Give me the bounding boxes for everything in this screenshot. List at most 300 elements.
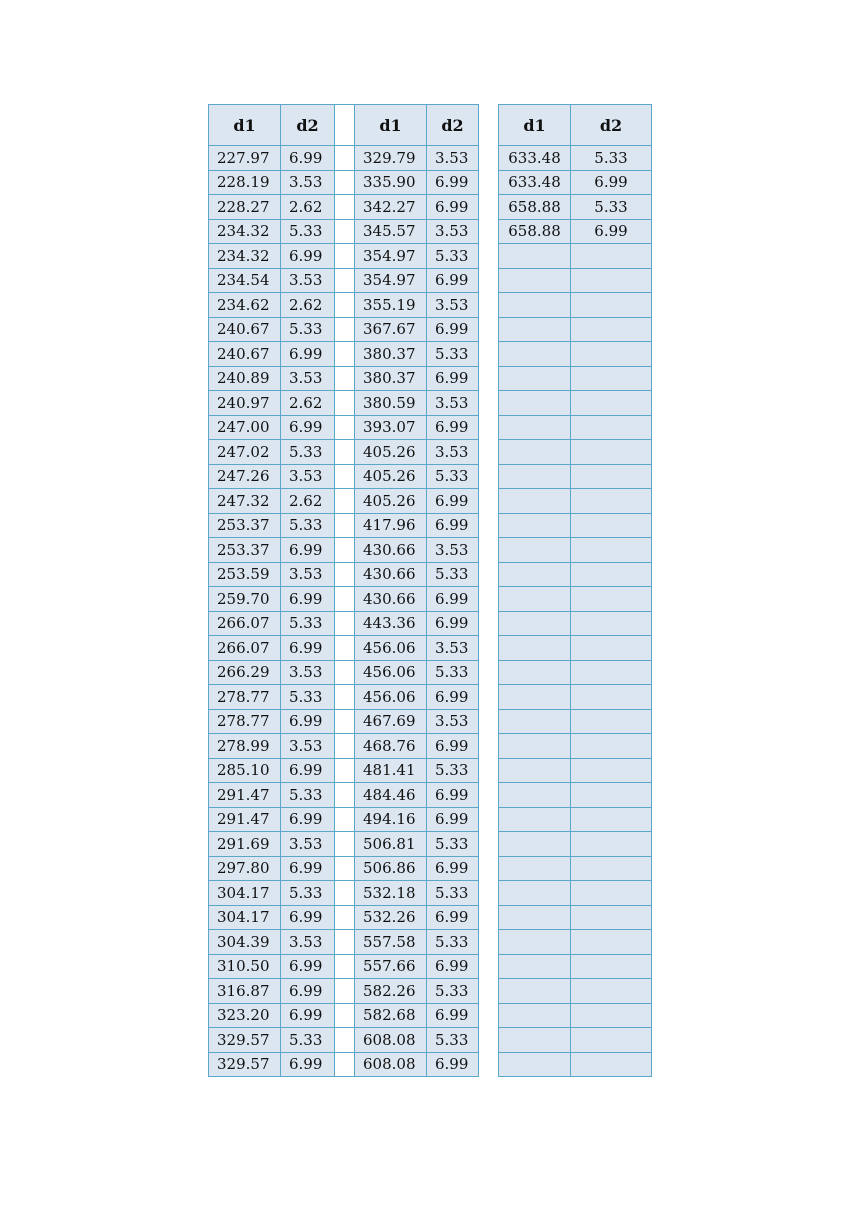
empty-cell — [571, 1052, 652, 1077]
table-row — [499, 366, 652, 391]
cell-d2: 6.99 — [427, 734, 479, 759]
cell-d2: 5.33 — [427, 660, 479, 685]
data-table-right — [498, 104, 652, 1077]
cell-d1: 633.48 — [499, 146, 571, 171]
table-row — [209, 317, 479, 342]
cell-d2: 5.33 — [427, 758, 479, 783]
table-row — [499, 170, 652, 195]
table-row — [209, 783, 479, 808]
cell-d1: 608.08 — [355, 1052, 427, 1077]
table-row — [499, 709, 652, 734]
cell-d2: 6.99 — [281, 244, 335, 269]
table-row — [209, 464, 479, 489]
table-row — [499, 293, 652, 318]
cell-d1: 228.27 — [209, 195, 281, 220]
column-gap — [335, 734, 355, 759]
column-gap — [335, 293, 355, 318]
cell-d1: 247.02 — [209, 440, 281, 465]
column-gap — [335, 660, 355, 685]
empty-cell — [499, 685, 571, 710]
empty-cell — [499, 342, 571, 367]
cell-d2: 3.53 — [281, 170, 335, 195]
cell-d1: 247.32 — [209, 489, 281, 514]
table-body-right — [499, 146, 652, 1077]
column-gap — [335, 979, 355, 1004]
cell-d1: 291.47 — [209, 783, 281, 808]
table-row — [209, 562, 479, 587]
table-row — [499, 807, 652, 832]
column-gap — [335, 611, 355, 636]
cell-d1: 247.26 — [209, 464, 281, 489]
cell-d1: 443.36 — [355, 611, 427, 636]
empty-cell — [499, 856, 571, 881]
column-gap — [335, 1003, 355, 1028]
empty-cell — [571, 734, 652, 759]
empty-cell — [571, 1028, 652, 1053]
empty-cell — [499, 268, 571, 293]
empty-cell — [499, 489, 571, 514]
table-row — [499, 464, 652, 489]
cell-d2: 6.99 — [427, 1003, 479, 1028]
table-row — [499, 1052, 652, 1077]
cell-d2: 5.33 — [281, 219, 335, 244]
column-gap — [335, 489, 355, 514]
table-row — [499, 954, 652, 979]
cell-d2: 5.33 — [427, 562, 479, 587]
cell-d2: 5.33 — [281, 685, 335, 710]
table-row — [209, 489, 479, 514]
empty-cell — [571, 930, 652, 955]
empty-cell — [499, 979, 571, 1004]
cell-d1: 316.87 — [209, 979, 281, 1004]
table-body-left — [209, 146, 479, 1077]
table-row — [499, 244, 652, 269]
cell-d2: 3.53 — [427, 538, 479, 563]
table-row — [209, 734, 479, 759]
cell-d1: 633.48 — [499, 170, 571, 195]
empty-cell — [571, 979, 652, 1004]
cell-d2: 3.53 — [281, 562, 335, 587]
cell-d1: 467.69 — [355, 709, 427, 734]
table-row — [499, 562, 652, 587]
cell-d2: 6.99 — [427, 195, 479, 220]
table-row — [499, 195, 652, 220]
empty-cell — [499, 293, 571, 318]
cell-d2: 6.99 — [571, 219, 652, 244]
cell-d1: 329.57 — [209, 1028, 281, 1053]
empty-cell — [571, 562, 652, 587]
cell-d2: 3.53 — [427, 636, 479, 661]
cell-d1: 506.86 — [355, 856, 427, 881]
cell-d1: 234.54 — [209, 268, 281, 293]
empty-cell — [571, 660, 652, 685]
cell-d1: 227.97 — [209, 146, 281, 171]
table-row — [209, 611, 479, 636]
column-gap — [335, 219, 355, 244]
cell-d1: 557.66 — [355, 954, 427, 979]
column-gap — [335, 415, 355, 440]
empty-cell — [499, 366, 571, 391]
cell-d2: 6.99 — [281, 342, 335, 367]
cell-d2: 5.33 — [427, 979, 479, 1004]
empty-cell — [499, 513, 571, 538]
cell-d1: 380.59 — [355, 391, 427, 416]
empty-cell — [499, 587, 571, 612]
table-row — [209, 342, 479, 367]
table-row — [209, 832, 479, 857]
cell-d2: 3.53 — [281, 930, 335, 955]
cell-d1: 354.97 — [355, 268, 427, 293]
table-row — [209, 195, 479, 220]
cell-d2: 5.33 — [427, 464, 479, 489]
cell-d1: 240.67 — [209, 317, 281, 342]
cell-d1: 354.97 — [355, 244, 427, 269]
table-row — [209, 244, 479, 269]
cell-d2: 6.99 — [281, 636, 335, 661]
table-row — [499, 489, 652, 514]
header-row — [209, 105, 479, 146]
empty-cell — [571, 440, 652, 465]
column-header-d2: d2 — [571, 105, 652, 146]
cell-d2: 3.53 — [281, 832, 335, 857]
cell-d2: 6.99 — [281, 758, 335, 783]
cell-d2: 6.99 — [427, 366, 479, 391]
cell-d2: 6.99 — [427, 905, 479, 930]
cell-d1: 234.32 — [209, 219, 281, 244]
cell-d1: 494.16 — [355, 807, 427, 832]
cell-d1: 658.88 — [499, 195, 571, 220]
cell-d2: 6.99 — [427, 611, 479, 636]
column-gap — [335, 391, 355, 416]
cell-d2: 3.53 — [427, 146, 479, 171]
cell-d1: 329.79 — [355, 146, 427, 171]
cell-d1: 278.77 — [209, 685, 281, 710]
cell-d1: 468.76 — [355, 734, 427, 759]
table-row — [209, 293, 479, 318]
column-gap — [335, 513, 355, 538]
cell-d1: 582.68 — [355, 1003, 427, 1028]
column-gap — [335, 464, 355, 489]
cell-d1: 380.37 — [355, 366, 427, 391]
cell-d2: 5.33 — [427, 244, 479, 269]
cell-d2: 6.99 — [281, 146, 335, 171]
column-gap — [335, 807, 355, 832]
cell-d2: 6.99 — [427, 170, 479, 195]
cell-d2: 3.53 — [427, 709, 479, 734]
empty-cell — [499, 244, 571, 269]
empty-cell — [571, 391, 652, 416]
empty-cell — [571, 905, 652, 930]
cell-d2: 6.99 — [281, 979, 335, 1004]
cell-d2: 6.99 — [281, 905, 335, 930]
empty-cell — [571, 856, 652, 881]
cell-d1: 345.57 — [355, 219, 427, 244]
table-row — [209, 979, 479, 1004]
table-row — [209, 685, 479, 710]
cell-d1: 380.37 — [355, 342, 427, 367]
cell-d1: 240.97 — [209, 391, 281, 416]
table-row — [499, 783, 652, 808]
cell-d2: 6.99 — [427, 685, 479, 710]
empty-cell — [499, 905, 571, 930]
column-gap — [335, 562, 355, 587]
cell-d1: 259.70 — [209, 587, 281, 612]
cell-d2: 3.53 — [427, 293, 479, 318]
cell-d2: 5.33 — [571, 195, 652, 220]
table-row — [499, 1003, 652, 1028]
table-row — [499, 856, 652, 881]
cell-d1: 417.96 — [355, 513, 427, 538]
empty-cell — [499, 758, 571, 783]
table-row — [499, 513, 652, 538]
column-gap — [335, 268, 355, 293]
table-row — [499, 587, 652, 612]
empty-cell — [499, 930, 571, 955]
column-header-d1: d1 — [499, 105, 571, 146]
cell-d2: 5.33 — [427, 832, 479, 857]
column-gap — [335, 342, 355, 367]
empty-cell — [571, 464, 652, 489]
cell-d1: 291.47 — [209, 807, 281, 832]
empty-cell — [499, 832, 571, 857]
cell-d2: 6.99 — [427, 587, 479, 612]
cell-d1: 247.00 — [209, 415, 281, 440]
table-row — [209, 366, 479, 391]
empty-cell — [571, 758, 652, 783]
cell-d1: 266.07 — [209, 636, 281, 661]
cell-d1: 234.62 — [209, 293, 281, 318]
table-row — [499, 440, 652, 465]
column-gap — [335, 905, 355, 930]
cell-d2: 5.33 — [427, 342, 479, 367]
cell-d1: 342.27 — [355, 195, 427, 220]
column-gap — [335, 195, 355, 220]
empty-cell — [571, 709, 652, 734]
table-row — [499, 317, 652, 342]
column-gap — [335, 1052, 355, 1077]
cell-d2: 5.33 — [281, 513, 335, 538]
cell-d1: 278.99 — [209, 734, 281, 759]
table-row — [499, 930, 652, 955]
cell-d1: 329.57 — [209, 1052, 281, 1077]
cell-d2: 5.33 — [281, 783, 335, 808]
empty-cell — [499, 440, 571, 465]
column-gap — [335, 538, 355, 563]
column-gap — [335, 440, 355, 465]
cell-d1: 430.66 — [355, 587, 427, 612]
column-gap — [335, 170, 355, 195]
cell-d2: 5.33 — [281, 1028, 335, 1053]
empty-cell — [499, 391, 571, 416]
table-row — [209, 660, 479, 685]
table-row — [209, 219, 479, 244]
empty-cell — [499, 538, 571, 563]
empty-cell — [571, 244, 652, 269]
table-row — [499, 979, 652, 1004]
table-row — [209, 268, 479, 293]
table-row — [209, 587, 479, 612]
empty-cell — [571, 366, 652, 391]
table-row — [499, 219, 652, 244]
cell-d2: 6.99 — [281, 1052, 335, 1077]
table-row — [209, 636, 479, 661]
cell-d1: 304.39 — [209, 930, 281, 955]
empty-cell — [499, 881, 571, 906]
empty-cell — [571, 685, 652, 710]
empty-cell — [499, 1052, 571, 1077]
table-row — [209, 170, 479, 195]
table-row — [499, 685, 652, 710]
cell-d1: 285.10 — [209, 758, 281, 783]
empty-cell — [571, 415, 652, 440]
column-gap — [335, 783, 355, 808]
table-row — [499, 660, 652, 685]
cell-d1: 405.26 — [355, 440, 427, 465]
column-gap — [335, 685, 355, 710]
cell-d2: 6.99 — [427, 415, 479, 440]
empty-cell — [499, 636, 571, 661]
table-row — [209, 1052, 479, 1077]
cell-d2: 6.99 — [427, 954, 479, 979]
cell-d2: 6.99 — [427, 783, 479, 808]
table-row — [499, 415, 652, 440]
cell-d1: 456.06 — [355, 660, 427, 685]
cell-d1: 532.18 — [355, 881, 427, 906]
empty-cell — [499, 783, 571, 808]
table-row — [209, 709, 479, 734]
cell-d2: 2.62 — [281, 195, 335, 220]
column-header-d1: d1 — [209, 105, 281, 146]
cell-d1: 430.66 — [355, 538, 427, 563]
table-row — [209, 415, 479, 440]
table-row — [209, 513, 479, 538]
cell-d2: 3.53 — [427, 219, 479, 244]
table-row — [499, 611, 652, 636]
cell-d1: 234.32 — [209, 244, 281, 269]
cell-d1: 608.08 — [355, 1028, 427, 1053]
column-gap — [335, 317, 355, 342]
cell-d1: 323.20 — [209, 1003, 281, 1028]
empty-cell — [499, 734, 571, 759]
cell-d1: 240.89 — [209, 366, 281, 391]
column-gap — [335, 587, 355, 612]
cell-d1: 484.46 — [355, 783, 427, 808]
cell-d2: 3.53 — [427, 440, 479, 465]
table-row — [499, 342, 652, 367]
cell-d1: 557.58 — [355, 930, 427, 955]
column-gap — [335, 758, 355, 783]
table-row — [209, 881, 479, 906]
table-row — [499, 734, 652, 759]
data-table-left — [208, 104, 479, 1077]
table-row — [499, 636, 652, 661]
cell-d2: 3.53 — [281, 464, 335, 489]
empty-cell — [499, 562, 571, 587]
column-gap — [335, 636, 355, 661]
table-row — [209, 391, 479, 416]
cell-d1: 582.26 — [355, 979, 427, 1004]
cell-d2: 5.33 — [281, 440, 335, 465]
column-gap — [335, 1028, 355, 1053]
cell-d1: 367.67 — [355, 317, 427, 342]
table-row — [499, 391, 652, 416]
empty-cell — [571, 317, 652, 342]
cell-d2: 3.53 — [281, 366, 335, 391]
table-row — [209, 807, 479, 832]
cell-d2: 5.33 — [571, 146, 652, 171]
empty-cell — [499, 709, 571, 734]
empty-cell — [571, 342, 652, 367]
table-row — [499, 905, 652, 930]
cell-d2: 3.53 — [281, 660, 335, 685]
cell-d2: 6.99 — [427, 489, 479, 514]
cell-d2: 6.99 — [281, 1003, 335, 1028]
cell-d1: 228.19 — [209, 170, 281, 195]
table-row — [499, 538, 652, 563]
cell-d2: 6.99 — [281, 709, 335, 734]
empty-cell — [571, 783, 652, 808]
table-row — [209, 758, 479, 783]
cell-d2: 6.99 — [571, 170, 652, 195]
empty-cell — [571, 807, 652, 832]
cell-d1: 430.66 — [355, 562, 427, 587]
column-gap — [335, 881, 355, 906]
cell-d1: 481.41 — [355, 758, 427, 783]
cell-d1: 405.26 — [355, 464, 427, 489]
cell-d1: 253.37 — [209, 538, 281, 563]
cell-d2: 5.33 — [427, 881, 479, 906]
column-header-d1: d1 — [355, 105, 427, 146]
column-header-d2: d2 — [427, 105, 479, 146]
empty-cell — [571, 954, 652, 979]
empty-cell — [499, 1003, 571, 1028]
table-row — [209, 440, 479, 465]
column-gap — [335, 366, 355, 391]
cell-d1: 253.59 — [209, 562, 281, 587]
empty-cell — [571, 513, 652, 538]
empty-cell — [571, 832, 652, 857]
column-gap — [335, 105, 355, 146]
empty-cell — [499, 1028, 571, 1053]
cell-d1: 506.81 — [355, 832, 427, 857]
cell-d1: 393.07 — [355, 415, 427, 440]
empty-cell — [499, 317, 571, 342]
cell-d2: 5.33 — [427, 930, 479, 955]
cell-d1: 240.67 — [209, 342, 281, 367]
column-gap — [335, 856, 355, 881]
empty-cell — [499, 660, 571, 685]
cell-d2: 3.53 — [281, 734, 335, 759]
cell-d1: 532.26 — [355, 905, 427, 930]
cell-d1: 335.90 — [355, 170, 427, 195]
table-row — [209, 1028, 479, 1053]
cell-d1: 355.19 — [355, 293, 427, 318]
cell-d2: 6.99 — [427, 807, 479, 832]
table-row — [499, 832, 652, 857]
cell-d1: 253.37 — [209, 513, 281, 538]
cell-d2: 5.33 — [281, 317, 335, 342]
empty-cell — [499, 611, 571, 636]
column-gap — [335, 832, 355, 857]
cell-d1: 297.80 — [209, 856, 281, 881]
cell-d1: 291.69 — [209, 832, 281, 857]
empty-cell — [499, 464, 571, 489]
empty-cell — [571, 268, 652, 293]
cell-d2: 5.33 — [281, 611, 335, 636]
cell-d2: 6.99 — [427, 856, 479, 881]
column-gap — [335, 954, 355, 979]
empty-cell — [571, 293, 652, 318]
